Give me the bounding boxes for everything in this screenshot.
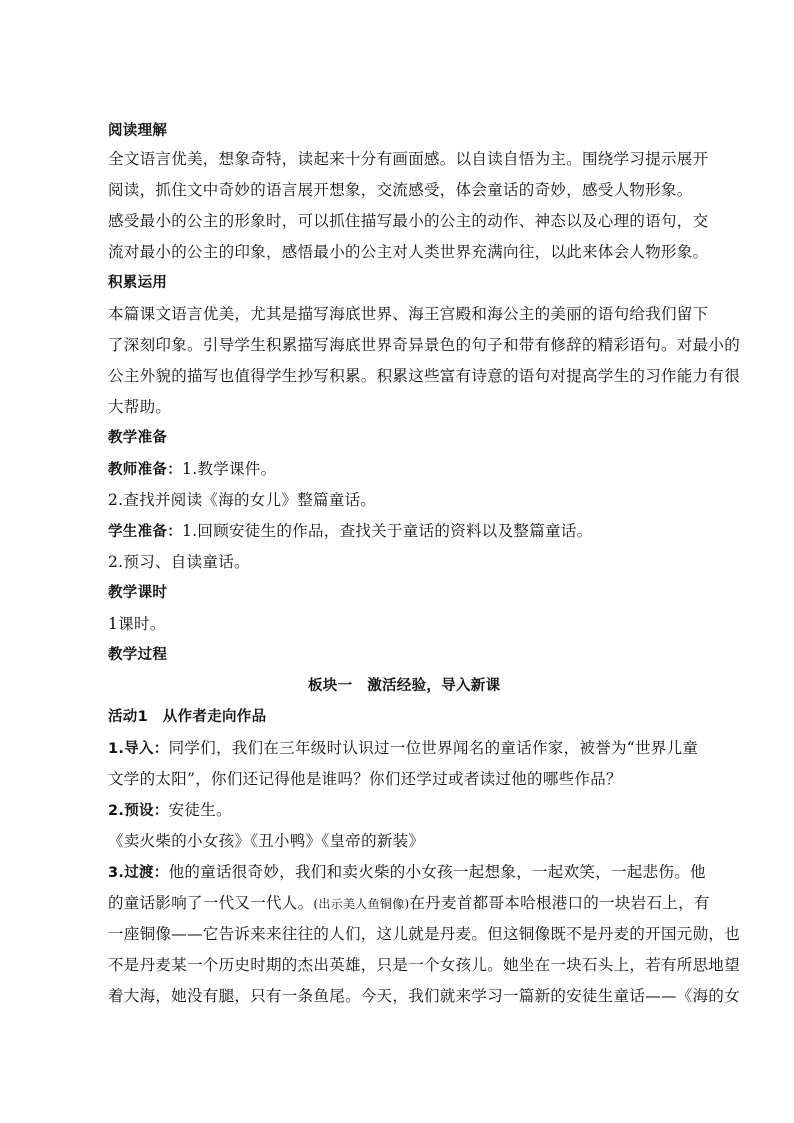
transition-line2 (108, 892, 710, 915)
transition-text2b: 在丹麦首都哥本哈根港口的一块岩石上，有 (409, 894, 710, 912)
hours-value: 1课时。 (108, 615, 166, 633)
teacher-prep-item2: 2.查找并阅读《海的女儿》整篇童话。 (108, 491, 377, 509)
transition-text2a: 的童话影响了一代又一代人。 (108, 894, 314, 912)
student-prep-line (108, 520, 592, 543)
student-prep-item1: 1.回顾安徒生的作品，查找关于童话的资料以及整篇童话。 (182, 522, 593, 540)
accumulate-line4: 大帮助。 (108, 398, 172, 416)
reading-p2-line2: 流对最小的公主的印象，感悟最小的公主对人类世界充满向往，以此来体会人物形象。 (108, 243, 709, 261)
intro-line1 (108, 737, 698, 760)
student-prep-label: 学生准备： (108, 524, 182, 540)
transition-line3: 一座铜像——它告诉来来往往的人们，这儿就是丹麦。但这铜像既不是丹麦的开国元勋，也 (108, 925, 741, 943)
transition-line4: 不是丹麦某一个历史时期的杰出英雄，只是一个女孩儿。她坐在一块石头上，若有所思地望 (108, 956, 741, 974)
accumulate-line2: 了深刻印象。引导学生积累描写海底世界奇异景色的句子和带有修辞的精彩语句。对最小的 (108, 336, 741, 354)
reading-p1-line2: 阅读，抓住文中奇妙的语言展开想象，交流感受，体会童话的奇妙，感受人物形象。 (108, 181, 693, 199)
preset-line (108, 799, 232, 822)
transition-label: 3.过渡： (108, 865, 169, 881)
preset-label: 2.预设： (108, 803, 169, 819)
transition-line5: 着大海，她没有腿，只有一条鱼尾。今天，我们就来学习一篇新的安徒生童话——《海的女 (108, 987, 741, 1005)
intro-text1: 同学们，我们在三年级时认识过一位世界闻名的童话作家，被誉为“世界儿童 (168, 739, 699, 757)
reading-p1-line1: 全文语言优美，想象奇特，读起来十分有画面感。以自读自悟为主。围绕学习提示展开 (108, 150, 709, 168)
teacher-prep-label: 教师准备： (108, 462, 182, 478)
accumulate-line1: 本篇课文语言优美，尤其是描写海底世界、海王宫殿和海公主的美丽的语句给我们留下 (108, 305, 709, 323)
preset-text: 安徒生。 (168, 801, 232, 819)
heading-hours: 教学课时 (108, 585, 168, 601)
heading-process: 教学过程 (108, 647, 168, 663)
heading-reading: 阅读理解 (108, 123, 168, 139)
reading-p2-line1: 感受最小的公主的形象时，可以抓住描写最小的公主的动作、神态以及心理的语句，交 (108, 212, 709, 230)
accumulate-line3: 公主外貌的描写也值得学生抄写积累。积累这些富有诗意的语句对提高学生的习作能力有很 (108, 367, 741, 385)
block-title: 板块一 激活经验，导入新课 (308, 678, 501, 694)
intro-label: 1.导入： (108, 741, 169, 757)
transition-text1: 他的童话很奇妙，我们和卖火柴的小女孩一起想象，一起欢笑，一起悲伤。他 (168, 863, 706, 881)
transition-line1 (108, 861, 706, 884)
intro-line2: 文学的太阳”，你们还记得他是谁吗？你们还学过或者读过他的哪些作品？ (108, 770, 622, 788)
heading-prep: 教学准备 (108, 430, 168, 446)
activity-title: 活动1 从作者走向作品 (108, 709, 267, 725)
student-prep-item2: 2.预习、自读童话。 (108, 553, 250, 571)
heading-accumulate: 积累运用 (108, 275, 168, 291)
teacher-prep-item1: 1.教学课件。 (182, 460, 277, 478)
works-list: 《卖火柴的小女孩》《丑小鸭》《皇帝的新装》 (108, 832, 425, 850)
transition-note: (出示美人鱼铜像) (313, 897, 410, 911)
teacher-prep-line (108, 458, 276, 481)
